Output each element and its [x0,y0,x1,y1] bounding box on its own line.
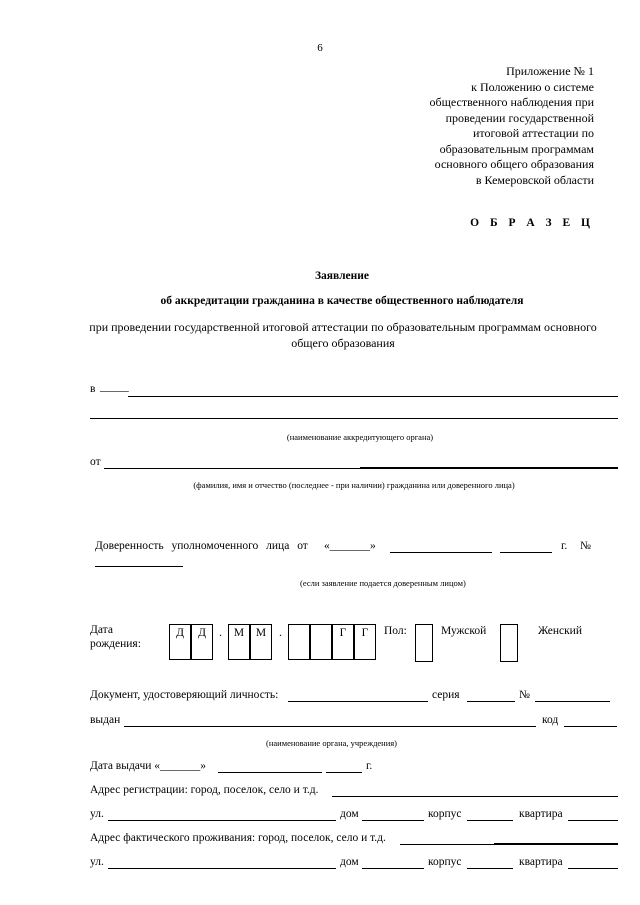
female-label: Женский [538,625,582,637]
male-checkbox[interactable] [415,624,433,662]
proxy-date: «_______» [324,540,376,552]
annex-line: Приложение № 1 [506,64,594,78]
street-field[interactable] [108,820,336,821]
from-field[interactable] [104,468,360,469]
document-subtitle-detail: при проведении государственной итоговой аттестации по образовательным программам основного общего образования [89,320,597,350]
id-doc-label: Документ, удостоверяющий личность: [90,689,279,701]
female-checkbox[interactable] [500,624,518,662]
street-label: ул. [90,856,104,868]
reg-address-field[interactable] [332,796,618,797]
annex-line: итоговой аттестации по [473,126,594,140]
annex-line: проведении государственной [445,110,594,125]
apartment-field[interactable] [568,868,618,869]
proxy-field-b[interactable] [500,552,552,553]
apartment-label: квартира [519,856,563,868]
house-label: дом [340,808,359,820]
issue-date-field[interactable] [218,772,322,773]
number-label: № [519,689,530,701]
issue-year-label: г. [366,760,373,772]
issuer-caption: (наименование органа, учреждения) [266,738,398,748]
birth-year-cell[interactable]: Г [332,624,354,660]
birth-label: Дата [90,624,113,636]
series-label: серия [432,689,460,701]
actual-address-field-2[interactable] [494,843,618,845]
from-caption: (фамилия, имя и отчество (последнее - при наличии) гражданина или доверенного лица) [193,480,515,490]
birth-month-cell[interactable]: М [228,624,250,660]
page-number: 6 [317,42,323,54]
org-caption: (наименование аккредитующего органа) [286,432,434,442]
building-field[interactable] [467,868,513,869]
annex-block [430,64,594,188]
birth-year-cell[interactable] [310,624,332,660]
birth-label-2: рождения: [90,638,141,650]
house-field[interactable] [362,820,424,821]
to-prefix: _____ [100,381,129,393]
from-label: от [90,456,101,468]
building-label: корпус [428,808,462,820]
id-doc-field[interactable] [288,701,428,702]
annex-line: образовательным программам [439,141,594,156]
issue-date-label: Дата выдачи «_______» [90,760,207,772]
birth-day-cell[interactable]: Д [191,624,213,660]
proxy-year: г. [561,540,568,552]
annex-line: в Кемеровской области [475,172,594,187]
series-field[interactable] [467,701,515,702]
code-field[interactable] [564,726,617,727]
number-field[interactable] [535,701,610,702]
actual-address-label: Адрес фактического проживания: город, поселок, село и т.д. [90,832,386,844]
birth-year-cell[interactable]: Г [354,624,376,660]
addressee-field-2[interactable] [90,418,618,419]
male-label: Мужской [441,625,487,637]
house-label: дом [340,856,359,868]
reg-address-label: Адрес регистрации: город, поселок, село и т.д. [90,784,319,796]
annex-line: основного общего образования [434,157,594,171]
code-label: код [542,714,559,726]
proxy-number-field[interactable] [95,566,183,567]
to-label: в [90,383,96,395]
proxy-label: Доверенность уполномоченного лица от [95,540,308,552]
issuer-field[interactable] [124,726,536,727]
building-field[interactable] [467,820,513,821]
street-field[interactable] [108,868,336,869]
apartment-label: квартира [519,808,563,820]
birth-month-cell[interactable]: М [250,624,272,660]
date-separator: . [279,625,282,639]
proxy-number: № [580,540,591,552]
birth-day-cell[interactable]: Д [169,624,191,660]
issue-year-field[interactable] [326,772,362,773]
sample-label: О Б Р А З Е Ц [470,217,594,229]
document-title: Заявление [314,270,369,282]
document-subtitle: об аккредитации гражданина в качестве общественного наблюдателя [160,295,524,307]
addressee-field[interactable] [128,396,618,397]
proxy-caption: (если заявление подается доверенным лицом) [300,578,466,588]
apartment-field[interactable] [568,820,618,821]
proxy-field-a[interactable] [390,552,492,553]
birth-year-cell[interactable] [288,624,310,660]
date-separator: . [219,625,222,639]
house-field[interactable] [362,868,424,869]
street-label: ул. [90,808,104,820]
issued-label: выдан [90,714,121,726]
annex-line: к Положению о системе [471,79,594,94]
gender-label: Пол: [384,625,407,637]
from-field-2[interactable] [360,467,618,469]
building-label: корпус [428,856,462,868]
annex-line: общественного наблюдения при [429,95,594,109]
actual-address-field[interactable] [400,844,494,845]
